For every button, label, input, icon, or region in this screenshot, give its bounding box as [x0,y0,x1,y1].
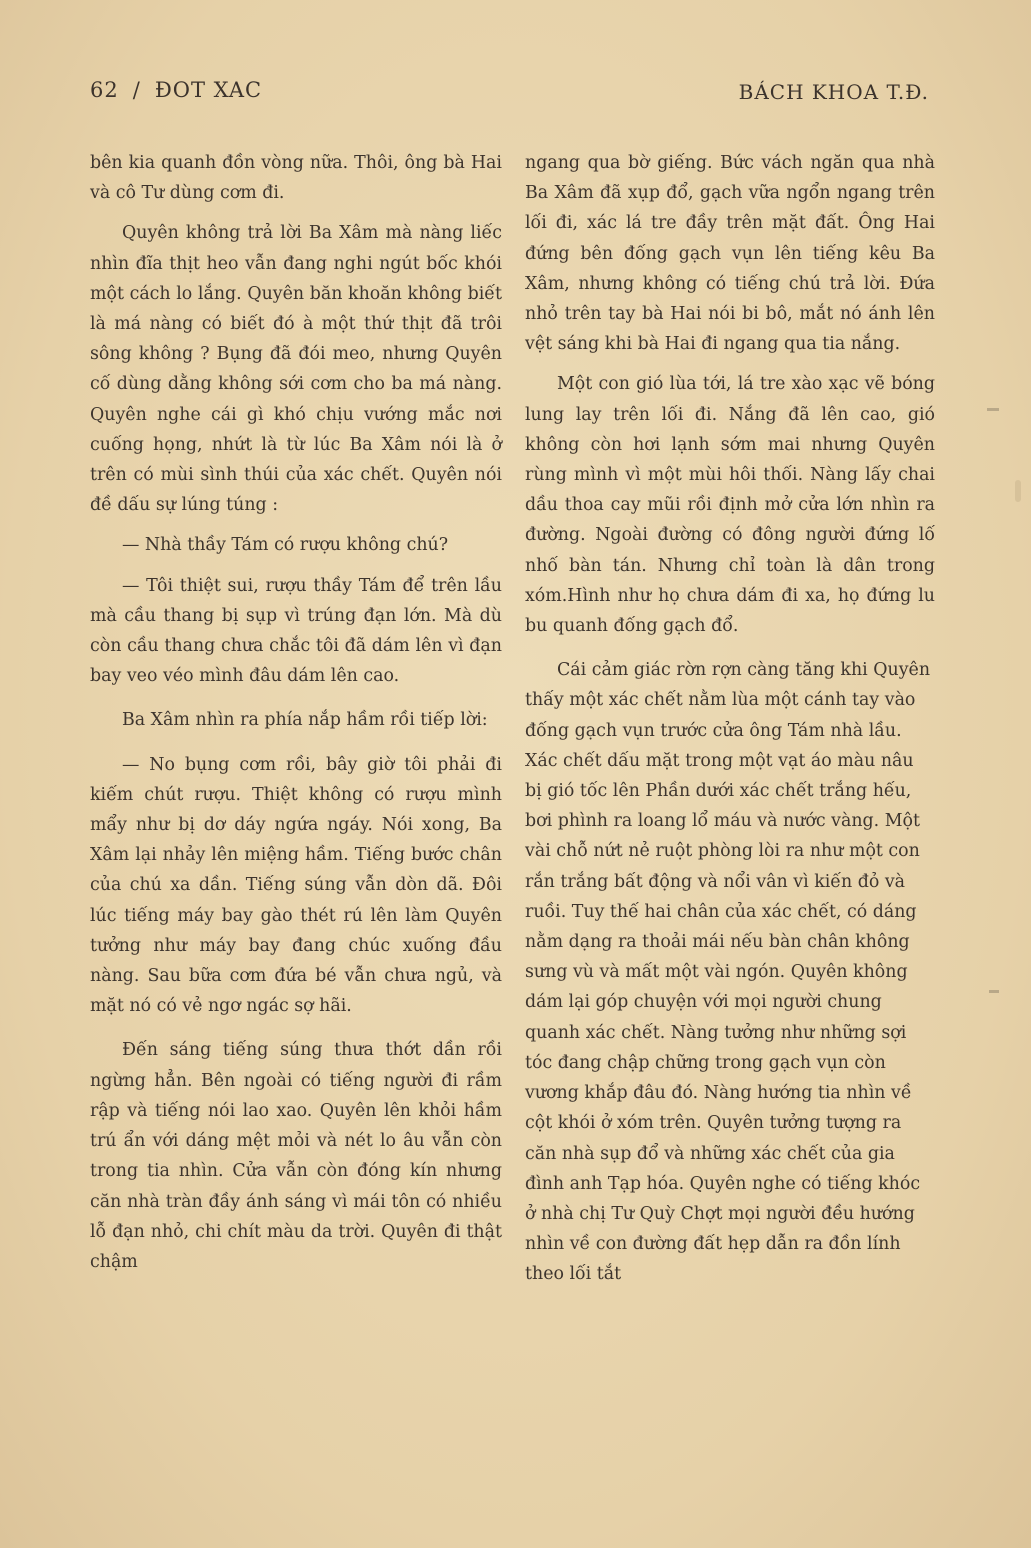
right-column [525,148,935,1290]
paragraph: Đến sáng tiếng súng thưa thớt dần rồi ngừng hẳn. Bên ngoài có tiếng người đi rầm rập và tiếng nói lao xao. Quyên lên khỏi hầm trú ẩn với dáng mệt mỏi và nét lo âu vẫn còn trong tia nhìn. Cửa vẫn còn đóng kín nhưng căn nhà tràn đầy ánh sáng vì mái tôn có nhiều lỗ đạn nhỏ, chi chít màu da trời. Quyên đi thật chậm [90,1040,502,1272]
dialogue-line: — Nhà thầy Tám có rượu không chú? [122,535,449,556]
dialogue-line: — No bụng cơm rồi, bây giờ tôi phải đi kiếm chút rượu. Thiệt không có rượu mình mẩy như bị dơ dáy ngứa ngáy. Nói xong, Ba Xâm lại nhảy lên miệng hầm. Tiếng bước chân của chú xa dần. Tiếng súng vẫn dòn dã. Đôi lúc tiếng máy bay gào thét rú lên làm Quyên tưởng như máy bay đang chúc xuống đầu nàng. Sau bữa cơm đứa bé vẫn chưa ngủ, và mặt nó có vẻ ngơ ngác sợ hãi. [90,754,502,1017]
running-header-left [90,78,262,102]
section-title: ĐOT XAC [154,78,263,102]
paragraph: Cái cảm giác rờn rợn càng tăng khi Quyên thấy một xác chết nằm lùa một cánh tay vào đống gạch vụn trước cửa ông Tám nhà lầu. Xác chết dấu mặt trong một vạt áo màu nâu bị gió tốc lên Phần dưới xác chết trắng hếu, bơi phình ra loang lổ máu và nước vàng. Một vài chỗ nứt nẻ ruột phòng lòi ra như một con rắn trắng bất động và nổi vân vì kiến đỏ và ruồi. Tuy thế hai chân của xác chết, có dáng nằm dạng ra thoải mái nếu bàn chân không sưng vù và mất một vài ngón. Quyên không dám lại góp chuyện với mọi người chung quanh xác chết. Nàng tưởng như những sợi tóc đang chập chững trong gạch vụn còn vương khắp đâu đó. Nàng hướng tia nhìn về cột khói ở xóm trên. Quyên tưởng tượng ra căn nhà sụp đổ và những xác chết của gia đình anh Tạp hóa. Quyên nghe có tiếng khóc ở nhà chị Tư Quỳ Chợt mọi người đều hướng nhìn về con đường đất hẹp dẫn ra đồn lính theo lối tắt [525,660,931,1285]
paragraph: Quyên không trả lời Ba Xâm mà nàng liếc nhìn đĩa thịt heo vẫn đang nghi ngút bốc khói một cách lo lắng. Quyên băn khoăn không biết là má nàng có biết đó à một thứ thịt đã trôi sông không ? Bụng đã đói meo, nhưng Quyên cố dùng dằng không sới cơm cho ba má nàng. Quyên nghe cái gì khó chịu vướng mắc nơi cuống họng, nhứt là từ lúc Ba Xâm nói là ở trên có mùi sình thúi của xác chết. Quyên nói đề dấu sự lúng túng : [90,223,502,516]
paragraph: Ba Xâm nhìn ra phía nắp hầm rồi tiếp lời: [122,710,488,731]
margin-mark [989,990,999,993]
paper-blemish [1015,480,1021,502]
left-column [90,148,502,1277]
paragraph: Một con gió lùa tới, lá tre xào xạc vẽ bóng lung lay trên lối đi. Nắng đã lên cao, gió không còn hơi lạnh sớm mai nhưng Quyên rùng mình vì một mùi hôi thối. Nàng lấy chai dầu thoa cay mũi rồi định mở cửa lớn nhìn ra đường. Ngoài đường có đông người đứng lố nhố bàn tán. Nhưng chỉ toàn là dân trong xóm.Hình như họ chưa dám đi xa, họ đứng lu bu quanh đống gạch đổ. [525,374,935,637]
paragraph: ngang qua bờ giếng. Bức vách ngăn qua nhà Ba Xâm đã xụp đổ, gạch vữa ngổn ngang trên lối đi, xác lá tre đầy trên mặt đất. Ông Hai đứng bên đống gạch vụn lên tiếng kêu Ba Xâm, nhưng không có tiếng chú trả lời. Đứa nhỏ trên tay bà Hai nói bi bô, mắt nó ánh lên vệt sáng khi bà Hai đi ngang qua tia nắng. [525,153,935,355]
publication-name: BÁCH KHOA T.Đ. [738,80,929,104]
paragraph: bên kia quanh đồn vòng nữa. Thôi, ông bà Hai và cô Tư dùng cơm đi. [90,153,502,204]
header-separator: / [132,78,141,102]
margin-mark [987,408,999,411]
dialogue-line: — Tôi thiệt sui, rượu thầy Tám để trên lầu mà cầu thang bị sụp vì trúng đạn lớn. Mà dù còn cầu thang chưa chắc tôi đã dám lên vì đạn bay veo véo mình đâu dám lên cao. [90,575,502,687]
page-number: 62 [90,78,119,102]
